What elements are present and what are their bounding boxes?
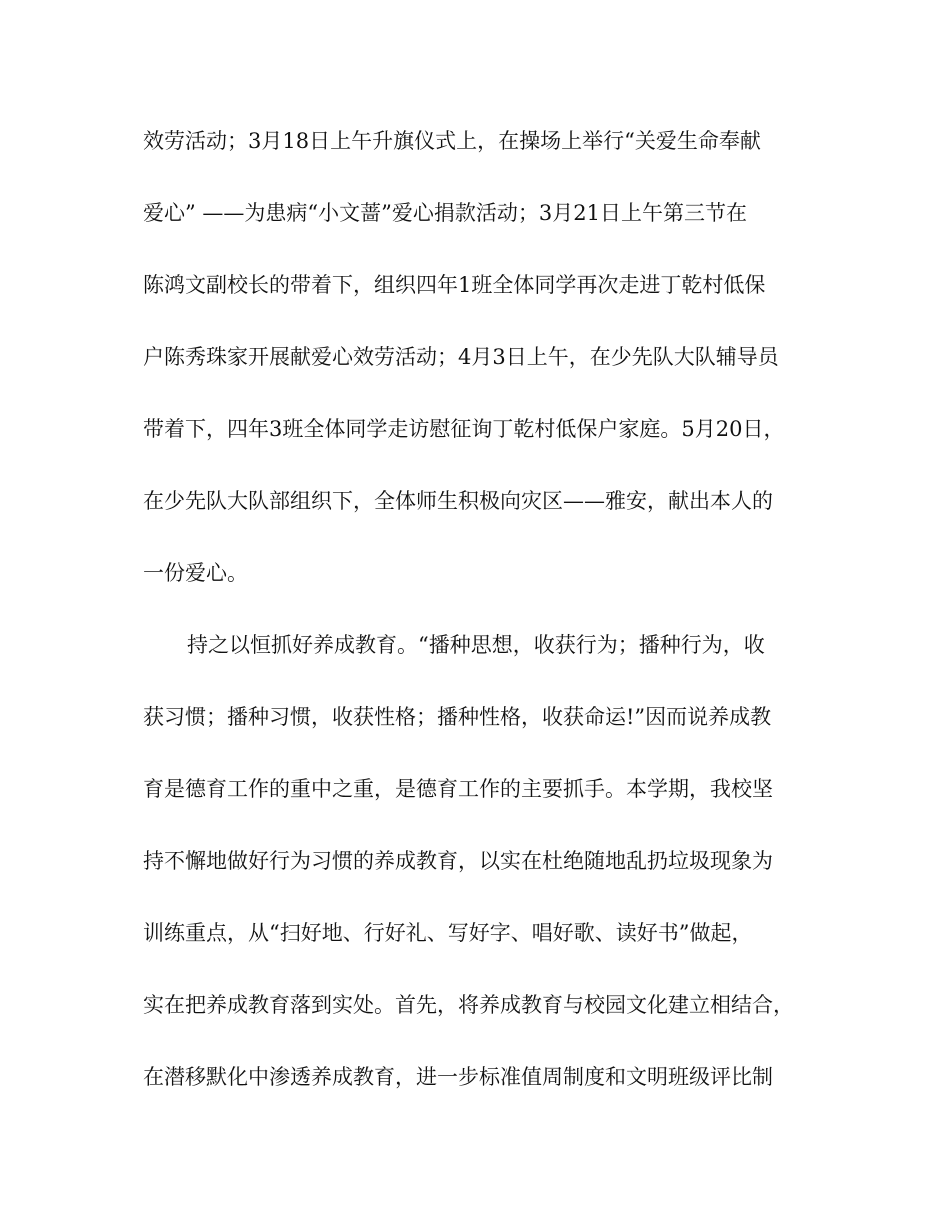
document-body: [143, 124, 813, 1132]
text-line: 爱心” ——为患病“小文蔷”爱心捐款活动；3月21日上午第三节在: [143, 201, 747, 225]
text-line: 带着下，四年3班全体同学走访慰征询丁乾村低保户家庭。5月20日，: [143, 417, 785, 441]
text-line: 育是德育工作的重中之重，是德育工作的主要抓手。本学期，我校坚: [143, 777, 773, 801]
paragraph-start-line: 持之以恒抓好养成教育。“播种思想，收获行为；播种行为，收: [187, 633, 765, 657]
text-line: 获习惯；播种习惯，收获性格；播种性格，收获命运!”因而说养成教: [143, 705, 772, 729]
text-line: 训练重点，从“扫好地、行好礼、写好字、唱好歌、读好书”做起，: [143, 921, 753, 945]
text-line: 在少先队大队部组织下，全体师生积极向灾区——雅安，献出本人的: [143, 489, 773, 513]
text-line: 效劳活动；3月18日上午升旗仪式上，在操场上举行“关爱生命奉献: [143, 129, 761, 153]
text-line: 一份爱心。: [143, 561, 248, 585]
text-line: 实在把养成教育落到实处。首先，将养成教育与校园文化建立相结合，: [143, 993, 794, 1017]
text-line: 户陈秀珠家开展献爱心效劳活动；4月3日上午，在少先队大队辅导员: [143, 345, 779, 369]
text-line: 在潜移默化中渗透养成教育，进一步标准值周制度和文明班级评比制: [143, 1065, 773, 1089]
text-line: 持不懈地做好行为习惯的养成教育，以实在杜绝随地乱扔垃圾现象为: [143, 849, 773, 873]
text-line: 陈鸿文副校长的带着下，组织四年1班全体同学再次走进丁乾村低保: [143, 273, 766, 297]
